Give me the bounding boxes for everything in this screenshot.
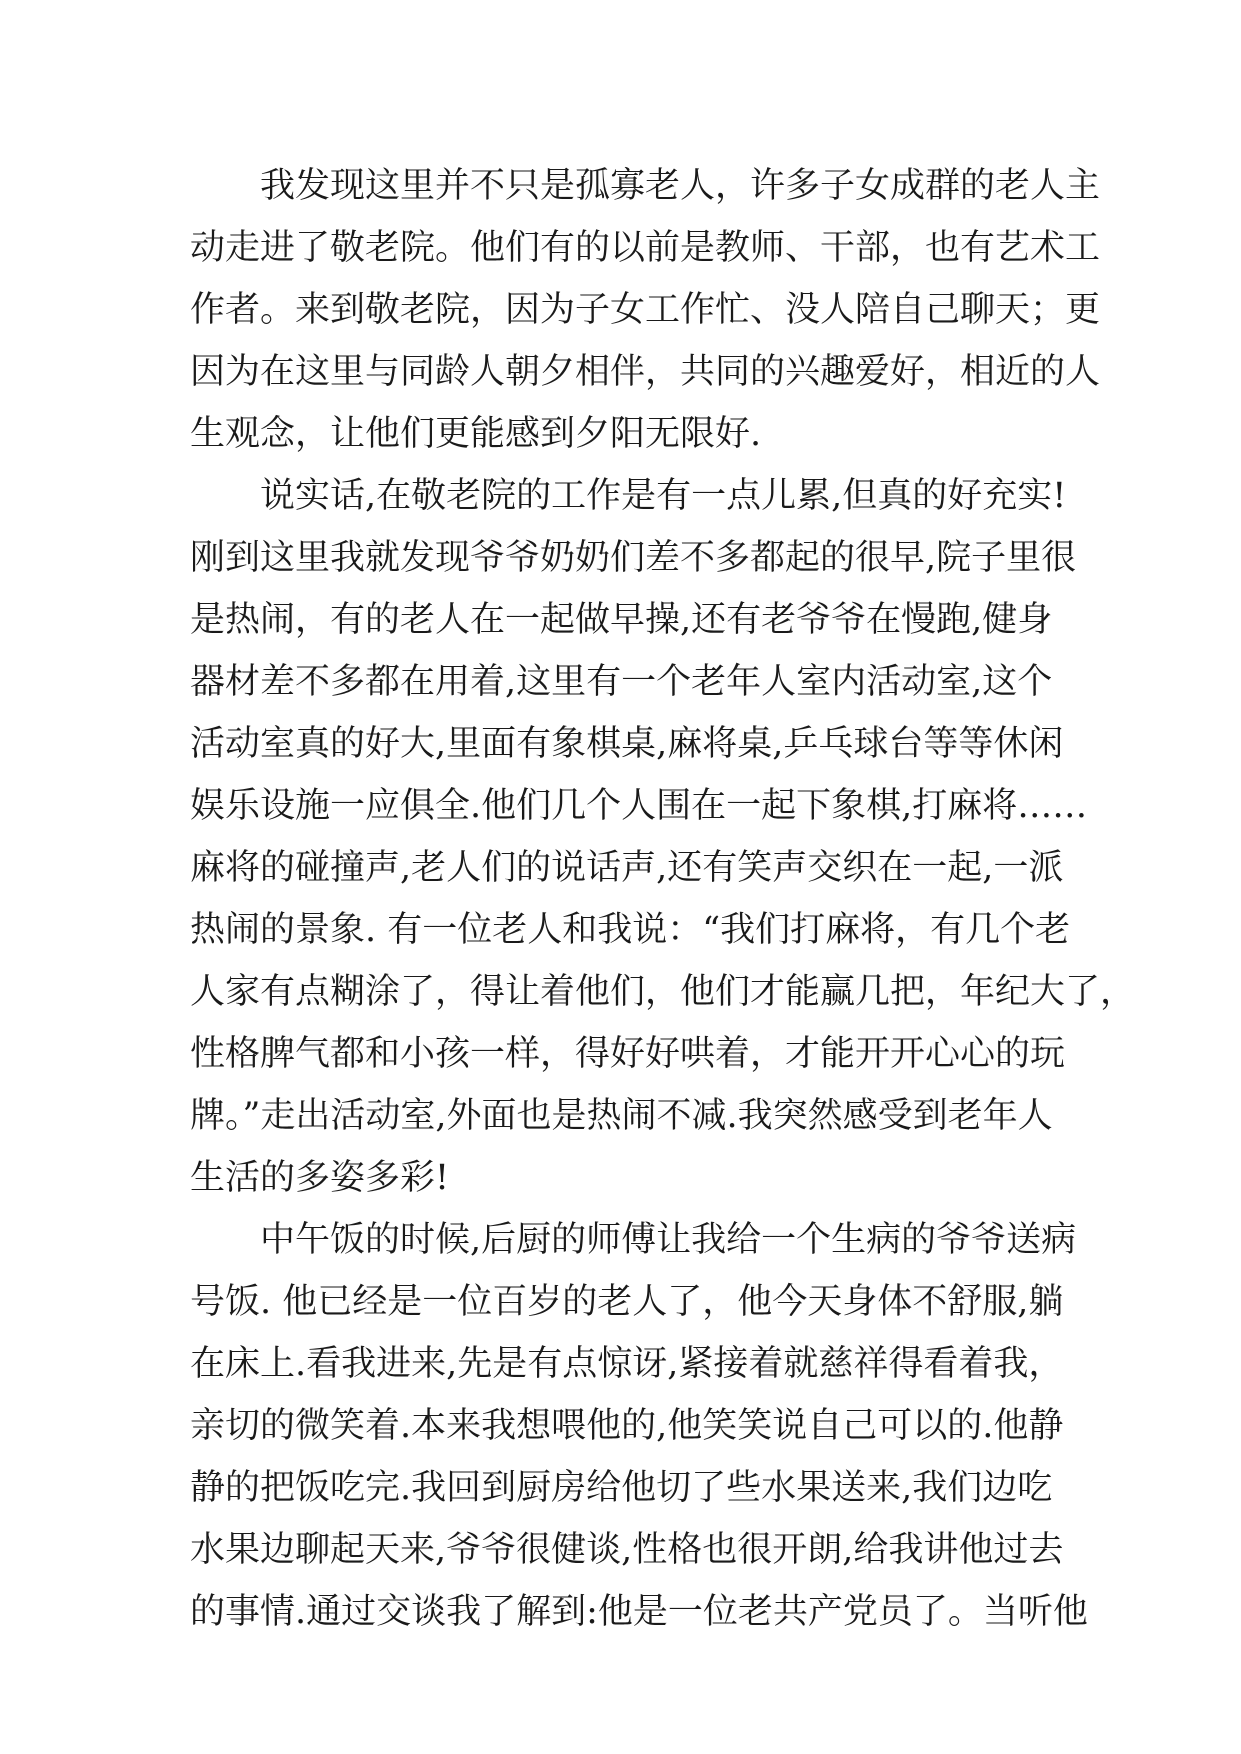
- text-line: 作者。来到敬老院，因为子女工作忙、没人陪自己聊天；更: [190, 290, 1101, 330]
- paragraph-2: [190, 465, 1136, 1209]
- text-line: 静的把饭吃完.我回到厨房给他切了些水果送来,我们边吃: [190, 1468, 1053, 1508]
- text-line: 热闹的景象. 有一位老人和我说：“我们打麻将，有几个老: [190, 910, 1071, 950]
- text-line: 说实话,在敬老院的工作是有一点儿累,但真的好充实!: [260, 476, 1067, 516]
- text-line: 动走进了敬老院。他们有的以前是教师、干部，也有艺术工: [190, 228, 1101, 268]
- text-line: 人家有点糊涂了，得让着他们，他们才能赢几把，年纪大了，: [190, 972, 1136, 1012]
- text-line: 麻将的碰撞声,老人们的说话声,还有笑声交织在一起,一派: [190, 848, 1064, 888]
- paragraph-1: [190, 155, 1101, 465]
- paragraph-3: [190, 1209, 1088, 1643]
- text-line: 生活的多姿多彩!: [190, 1158, 450, 1198]
- text-line: 的事情.通过交谈我了解到:他是一位老共产党员了。当听他: [190, 1592, 1088, 1632]
- text-line: 中午饭的时候,后厨的师傅让我给一个生病的爷爷送病: [260, 1220, 1077, 1260]
- document-body: [190, 155, 1136, 1643]
- text-line: 号饭. 他已经是一位百岁的老人了，他今天身体不舒服,躺: [190, 1282, 1064, 1322]
- text-line: 水果边聊起天来,爷爷很健谈,性格也很开朗,给我讲他过去: [190, 1530, 1064, 1570]
- text-line: 性格脾气都和小孩一样，得好好哄着，才能开开心心的玩: [190, 1034, 1066, 1074]
- text-line: 生观念，让他们更能感到夕阳无限好.: [190, 414, 762, 454]
- text-line: 牌。”走出活动室,外面也是热闹不减.我突然感受到老年人: [190, 1096, 1053, 1136]
- text-line: 亲切的微笑着.本来我想喂他的,他笑笑说自己可以的.他静: [190, 1406, 1064, 1446]
- text-line: 在床上.看我进来,先是有点惊讶,紧接着就慈祥得看着我，: [190, 1344, 1064, 1384]
- text-line: 娱乐设施一应俱全.他们几个人围在一起下象棋,打麻将……: [190, 786, 1088, 826]
- text-line: 是热闹，有的老人在一起做早操,还有老爷爷在慢跑,健身: [190, 600, 1053, 640]
- text-line: 因为在这里与同龄人朝夕相伴，共同的兴趣爱好，相近的人: [190, 352, 1101, 392]
- text-line: 我发现这里并不只是孤寡老人，许多子女成群的老人主: [260, 166, 1101, 206]
- text-line: 活动室真的好大,里面有象棋桌,麻将桌,乒乓球台等等休闲: [190, 724, 1064, 764]
- text-line: 器材差不多都在用着,这里有一个老年人室内活动室,这个: [190, 662, 1053, 702]
- text-line: 刚到这里我就发现爷爷奶奶们差不多都起的很早,院子里很: [190, 538, 1077, 578]
